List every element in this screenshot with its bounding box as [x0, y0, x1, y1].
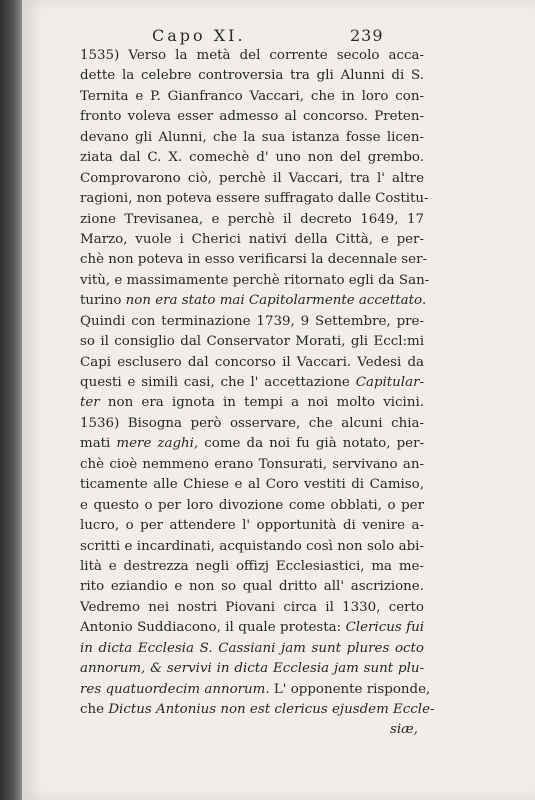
text-segment: . [422, 293, 427, 309]
text-segment: . L' opponente risponde, [265, 681, 431, 697]
italic-segment: res quatuordecim annorum [80, 681, 266, 697]
italic-segment: Dictus Antonius non est clericus ejusdem Eccle- [108, 702, 435, 717]
text-segment: ticamente alle Chiese e al Coro vestiti di Camiso, [80, 477, 424, 493]
text-line [80, 618, 424, 638]
text-line [80, 66, 424, 86]
text-line [80, 557, 424, 577]
text-line [80, 537, 424, 557]
book-page [22, 0, 535, 800]
text-segment: Antonio Suddiacono, il quale protesta: [80, 620, 346, 636]
text-segment: non era ignota in tempi a noi molto vicini. [99, 395, 424, 411]
running-head: Capo XI. [152, 26, 246, 45]
text-segment: ragioni, non poteva essere suffragato dalle Costitu- [80, 191, 429, 207]
text-segment: mati [80, 436, 117, 452]
text-segment: Vedremo nei nostri Piovani circa il 1330, certo [80, 599, 424, 615]
text-line [80, 577, 424, 597]
text-line [80, 680, 431, 700]
text-segment: chè non poteva in esso verificarsi la decennale ser- [80, 252, 428, 268]
text-segment: e questo o per loro divozione come obblati, o per [80, 497, 424, 513]
text-line [80, 169, 424, 189]
text-segment: chè cioè nemmeno erano Tonsurati, servivano an- [80, 456, 424, 472]
text-line [80, 87, 424, 107]
text-line [80, 455, 424, 475]
text-line [80, 414, 424, 434]
italic-segment: Capitular- [355, 375, 424, 390]
page-header [22, 26, 535, 48]
text-segment: scritti e incardinati, acquistando così non solo abi- [80, 538, 424, 554]
text-segment: fronto voleva esser admesso al concorso. Preten- [80, 109, 424, 125]
text-line [80, 271, 430, 291]
text-line [80, 230, 424, 250]
text-segment: lucro, o per attendere l' opportunità di venire a- [80, 518, 424, 534]
text-segment: questi e simili casi, che l' accettazione [80, 375, 356, 390]
text-segment: che [80, 702, 109, 717]
page-number: 239 [350, 26, 384, 45]
text-line [80, 128, 424, 148]
text-segment: , come da noi fu già notato, per- [193, 436, 424, 452]
text-line [80, 516, 424, 536]
text-segment: 1535) Verso la metà del corrente secolo acca- [80, 48, 424, 63]
italic-segment: Clericus fui [345, 620, 424, 636]
text-line [80, 46, 424, 66]
text-line [80, 434, 424, 454]
italic-segment: annorum, & servivi in dicta Ecclesia jam sunt plu- [80, 661, 424, 677]
text-segment: so il consiglio dal Conservator Morati, gli Eccl:mi [80, 334, 424, 350]
text-line [80, 250, 428, 270]
text-line [80, 210, 424, 230]
text-line [80, 148, 424, 168]
italic-segment: ter [80, 395, 100, 411]
text-segment: devano gli Alunni, che la sua istanza fosse licen- [80, 129, 424, 145]
text-line [80, 312, 424, 332]
text-line [80, 332, 424, 352]
text-line [80, 393, 424, 413]
text-line [80, 353, 424, 373]
binding-edge [0, 0, 22, 800]
text-line [80, 700, 435, 720]
text-line [80, 373, 424, 393]
text-segment: Marzo, vuole i Cherici nativi della Città, e per- [80, 231, 424, 247]
text-segment: 1536) Bisogna però osservare, che alcuni chia- [80, 415, 424, 431]
text-segment: Capi esclusero dal concorso il Vaccari. Vedesi da [80, 354, 424, 370]
text-line [80, 659, 424, 679]
text-segment: dette la celebre controversia tra gli Alunni di S. [80, 68, 424, 84]
text-line [80, 291, 427, 311]
text-line [80, 107, 424, 127]
text-line [80, 496, 424, 516]
text-segment: Quindi con terminazione 1739, 9 Settembre, pre- [80, 313, 424, 329]
text-segment: zione Trevisanea, e perchè il decreto 1649, 17 [80, 211, 424, 227]
text-line [80, 189, 429, 209]
italic-segment: mere zaghi [116, 436, 194, 452]
italic-segment: siæ, [390, 722, 418, 738]
text-segment: rito eziandio e non so qual dritto all' ascrizione. [80, 579, 424, 595]
text-line [80, 639, 424, 659]
text-segment: Comprovarono ciò, perchè il Vaccari, tra l' altre [80, 170, 424, 186]
text-segment: lità e destrezza negli offizj Ecclesiastici, ma me- [80, 558, 424, 574]
text-line [80, 475, 424, 495]
italic-segment: non era stato mai Capitolarmente accettato [125, 293, 423, 309]
text-segment: vitù, e massimamente perchè ritornato egli da San- [80, 272, 430, 288]
text-line [80, 598, 424, 618]
text-segment: turino [80, 293, 126, 309]
italic-segment: in dicta Ecclesia S. Cassiani jam sunt plures octo [80, 640, 424, 656]
body-text [80, 46, 435, 741]
text-segment: Ternita e P. Gianfranco Vaccari, che in loro con- [80, 88, 424, 104]
text-line [80, 720, 424, 740]
text-segment: ziata dal C. X. comechè d' uno non del grembo. [80, 150, 424, 166]
